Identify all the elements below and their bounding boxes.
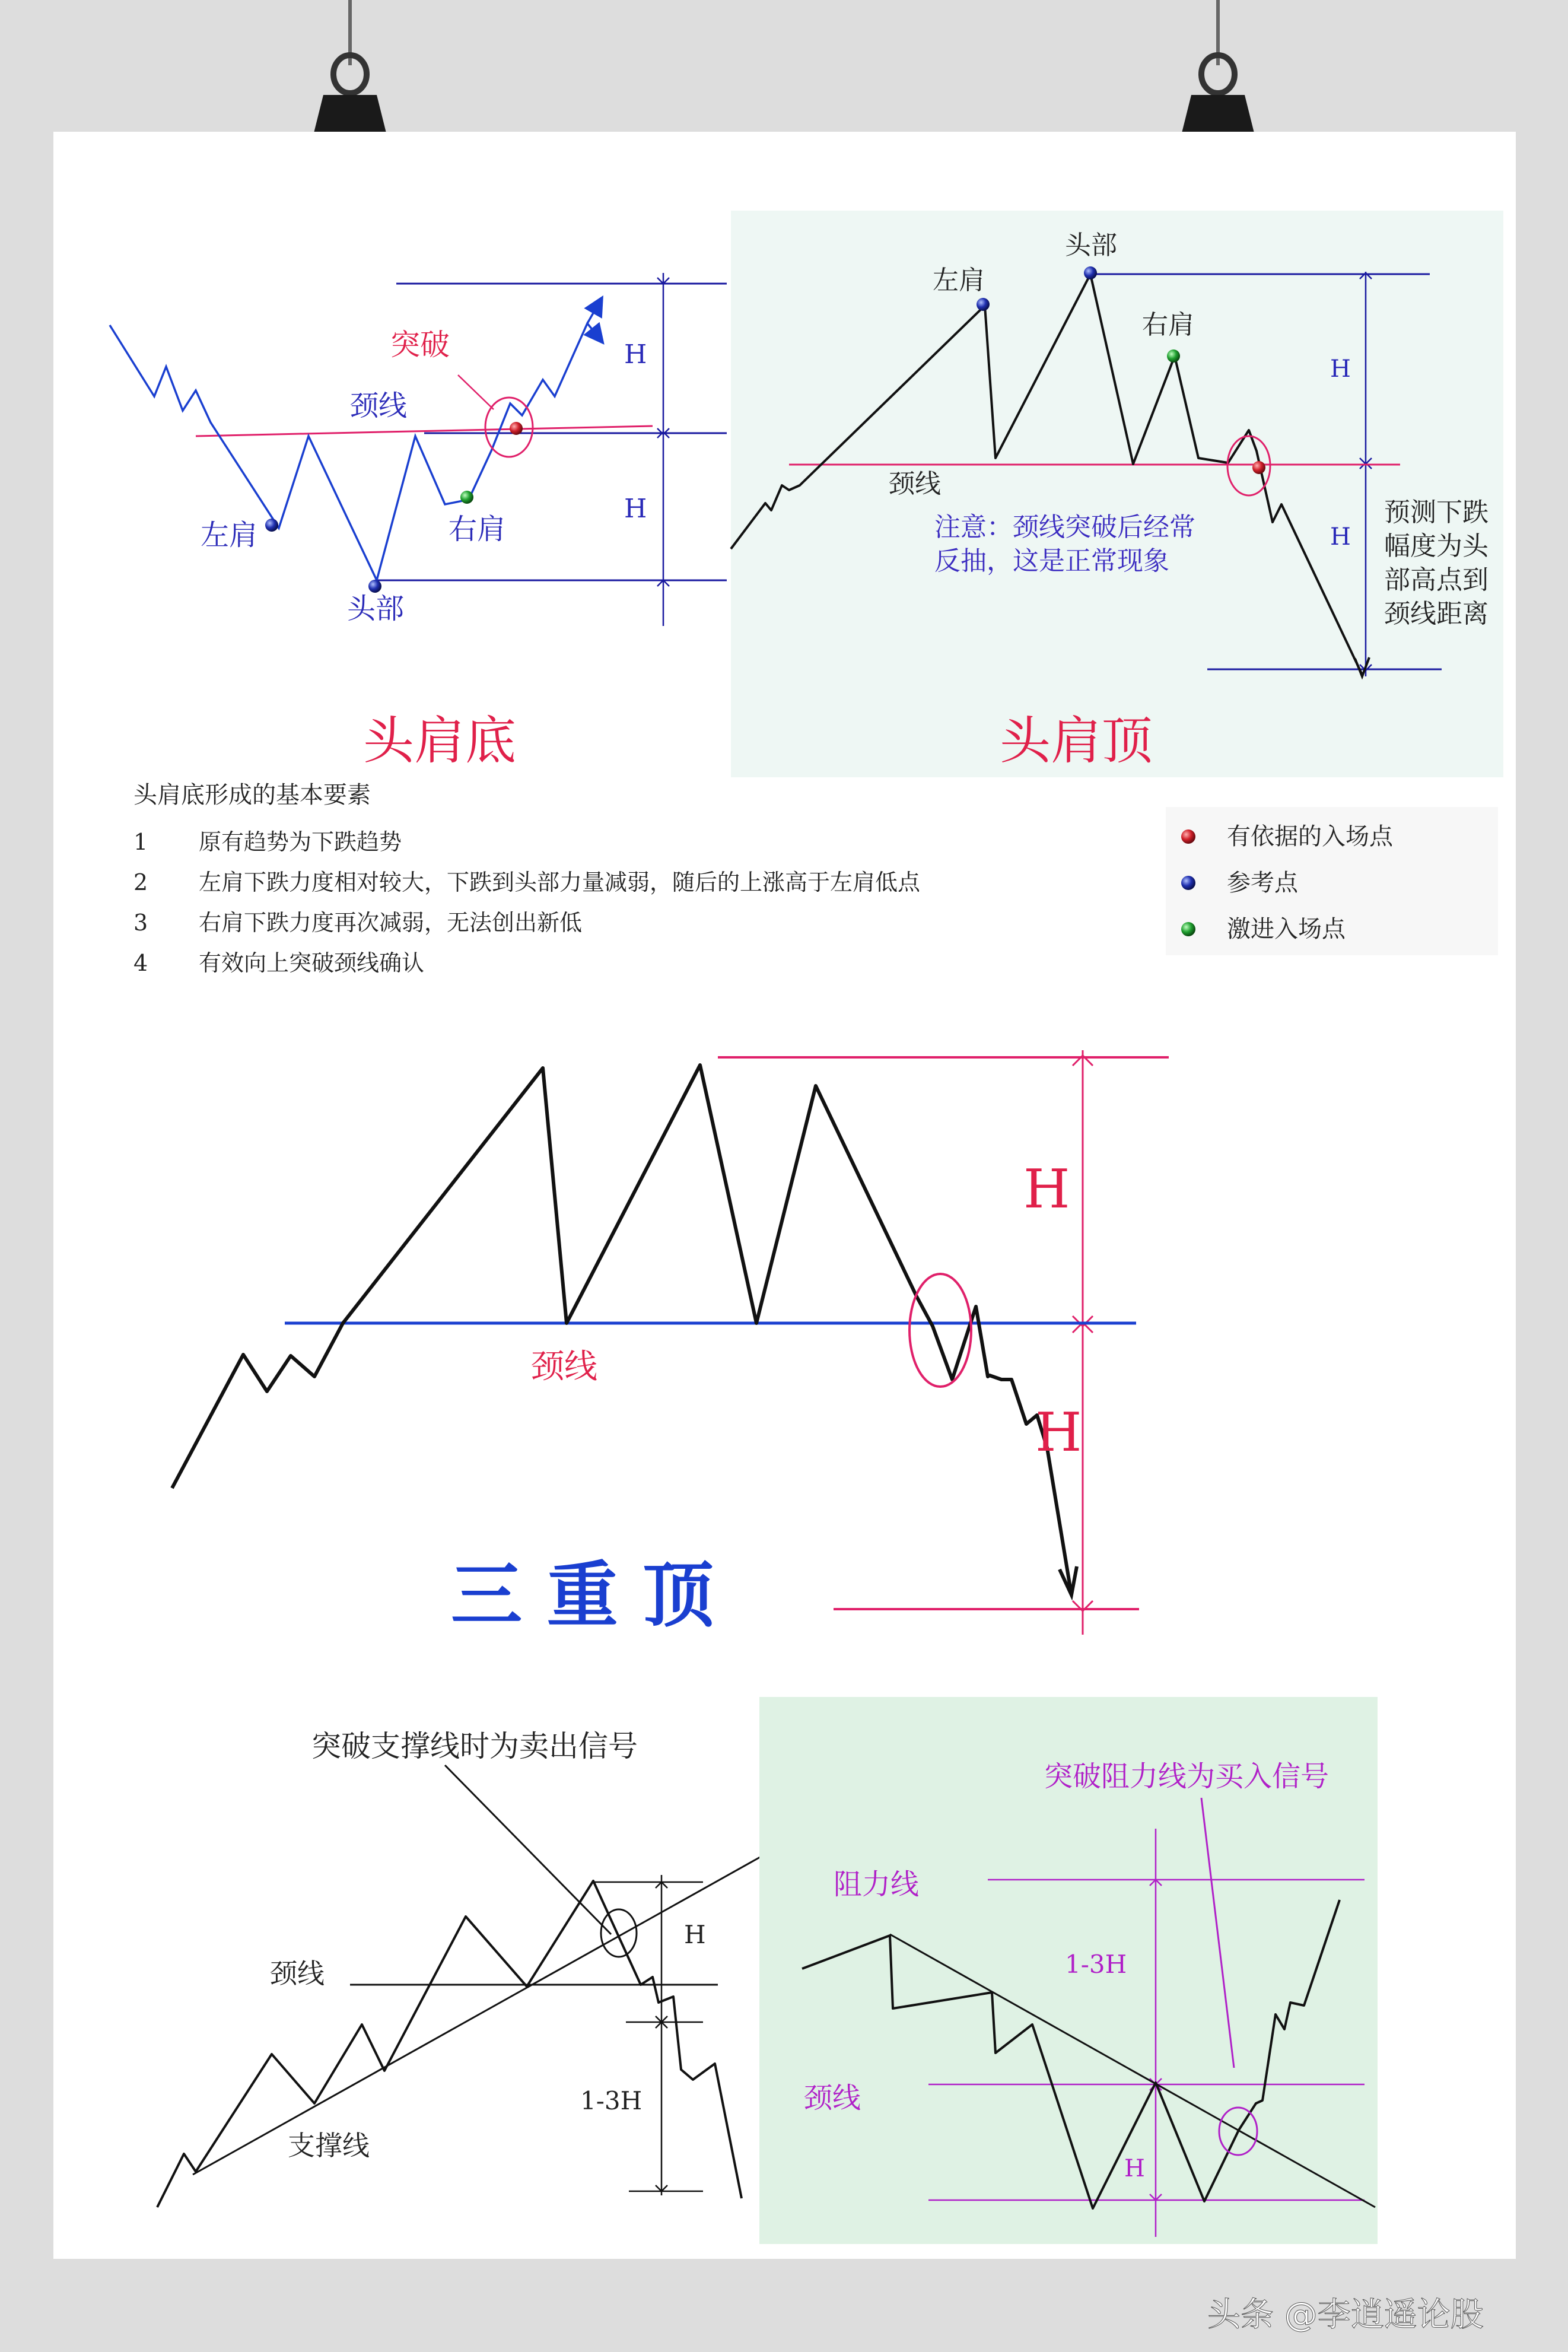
label-h-resistance: H <box>1124 2155 1145 2182</box>
label-h-upper: H <box>624 339 647 370</box>
legend-label-green: 激进入场点 <box>1227 916 1346 943</box>
label-breakout: 突破 <box>390 328 450 362</box>
hs-top-diagram <box>731 211 1503 777</box>
label-neckline: 颈线 <box>350 389 408 422</box>
req-num-3: 3 <box>133 910 148 936</box>
req-text-1: 原有趋势为下跌趋势 <box>199 829 402 855</box>
legend-label-blue: 参考点 <box>1227 869 1298 897</box>
label-range-resistance: 1-3H <box>1065 1950 1127 1979</box>
req-text-2: 左肩下跌力度相对较大，下跌到头部力量减弱，随后的上涨高于左肩低点 <box>199 869 921 895</box>
note-line2: 反抽，这是正常现象 <box>934 546 1169 576</box>
title-hs-bottom: 头肩底 <box>363 711 516 771</box>
title-triple-top: 三 重 顶 <box>451 1555 714 1637</box>
legend-label-red: 有依据的入场点 <box>1227 823 1393 850</box>
predict-line2: 幅度为头 <box>1384 531 1489 561</box>
label-neckline-top: 颈线 <box>889 469 941 499</box>
dot-red-entry <box>510 422 523 435</box>
label-h-upper-triple: H <box>1023 1158 1070 1221</box>
label-right-shoulder-top: 右肩 <box>1142 310 1194 340</box>
legend-dot-blue <box>1181 876 1195 890</box>
req-text-3: 右肩下跌力度再次减弱，无法创出新低 <box>199 910 583 936</box>
req-num-4: 4 <box>133 950 148 976</box>
title-hs-top: 头肩顶 <box>1000 711 1153 771</box>
label-left-shoulder-top: 左肩 <box>933 265 985 295</box>
legend <box>1166 807 1498 955</box>
label-right-shoulder: 右肩 <box>449 513 506 546</box>
requirements-title: 头肩底形成的基本要素 <box>133 781 371 809</box>
dot-right-shoulder-top <box>1167 349 1180 363</box>
watermark: 头条 @李逍遥论股 <box>1207 2296 1484 2334</box>
caption-support-break: 突破支撑线时为卖出信号 <box>311 1729 638 1763</box>
resistance-break-diagram <box>759 1697 1378 2244</box>
caption-resistance-break: 突破阻力线为买入信号 <box>1044 1760 1330 1793</box>
label-neckline-resistance: 颈线 <box>804 2081 861 2115</box>
dot-green-entry <box>460 491 473 504</box>
predict-line3: 部高点到 <box>1384 565 1489 595</box>
req-num-2: 2 <box>133 869 148 895</box>
label-h-support: H <box>684 1920 706 1949</box>
dot-head <box>368 580 381 593</box>
legend-dot-red <box>1181 829 1195 844</box>
label-neckline-support: 颈线 <box>270 1957 325 1989</box>
label-h-upper-top: H <box>1330 355 1351 383</box>
legend-dot-green <box>1181 922 1195 936</box>
label-support-line: 支撑线 <box>288 2129 370 2162</box>
dot-head-top <box>1084 266 1097 279</box>
predict-line1: 预测下跌 <box>1384 497 1489 527</box>
note-line1: 注意：颈线突破后经常 <box>934 512 1195 542</box>
label-h-lower-top: H <box>1330 523 1351 551</box>
dot-left-shoulder <box>265 519 278 532</box>
label-head-top: 头部 <box>1065 230 1117 260</box>
label-h-lower: H <box>624 494 647 524</box>
label-range-support: 1-3H <box>580 2086 643 2115</box>
label-resistance-line: 阻力线 <box>834 1868 920 1901</box>
dot-left-shoulder-top <box>977 298 990 311</box>
req-num-1: 1 <box>133 829 148 855</box>
label-neckline-triple: 颈线 <box>531 1347 597 1386</box>
predict-line4: 颈线距离 <box>1384 599 1489 629</box>
label-h-lower-triple: H <box>1035 1401 1082 1464</box>
req-text-4: 有效向上突破颈线确认 <box>199 950 425 976</box>
label-left-shoulder: 左肩 <box>201 519 258 552</box>
label-head: 头部 <box>347 592 405 625</box>
dot-red-entry-top <box>1252 461 1265 474</box>
